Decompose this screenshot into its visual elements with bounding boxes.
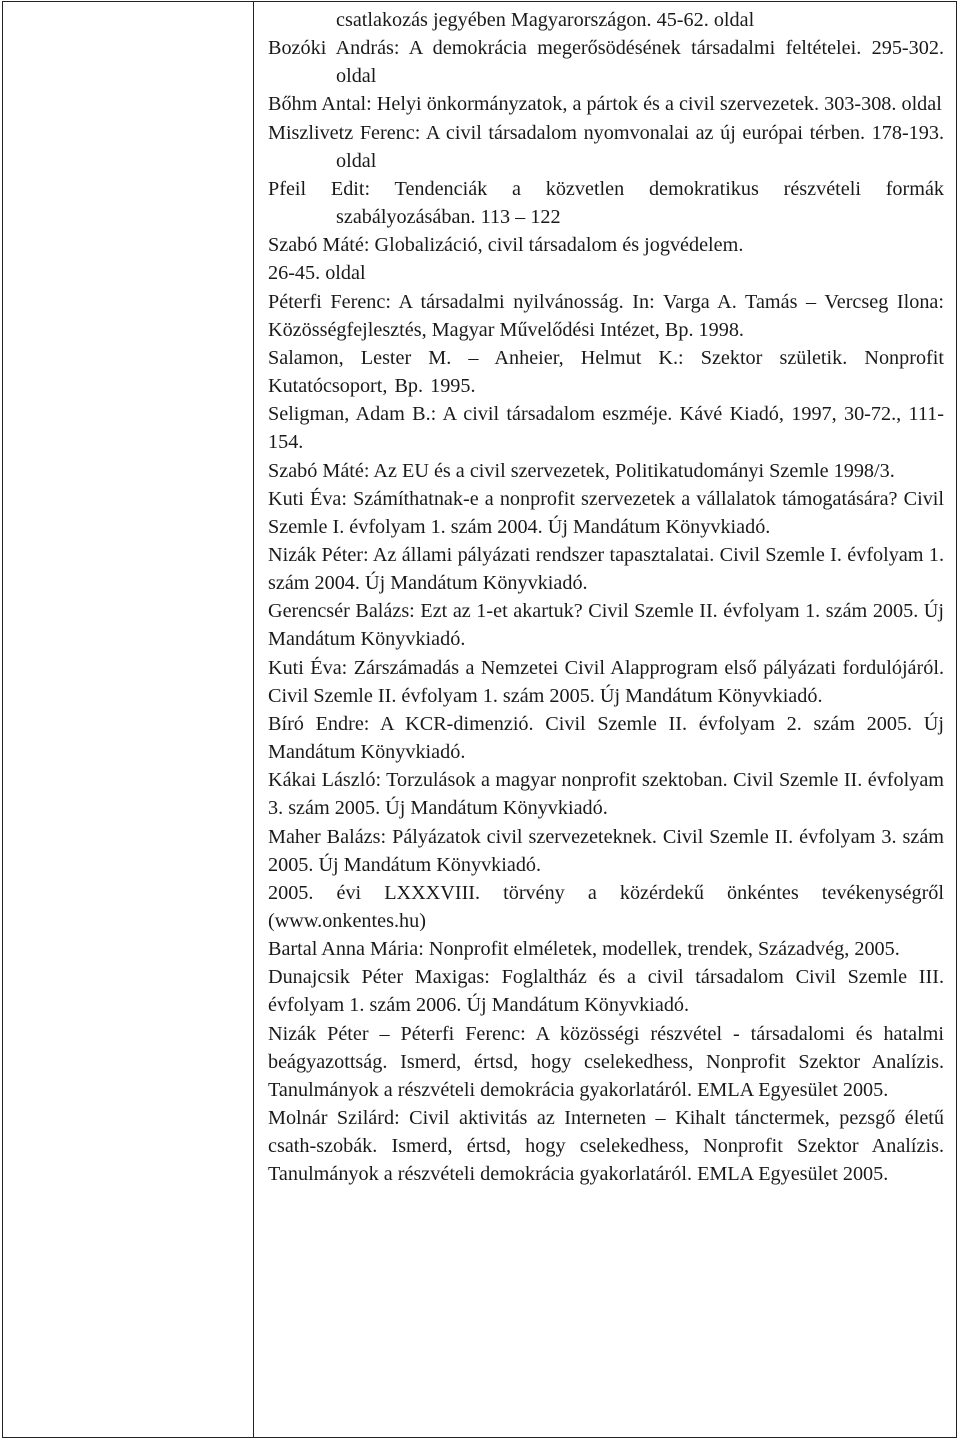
reference-item: Bozóki András: A demokrácia megerősödésének társadalmi feltételei. 295-302. oldal [268,37,944,88]
reference-item: Dunajcsik Péter Maxigas: Foglaltház és a civil társadalom Civil Szemle III. évfolyam 1. szám 2006. Új Mandátum Könyvkiadó. [268,966,944,1017]
table-column-divider [253,1,254,1438]
reference-item: Kuti Éva: Számíthatnak-e a nonprofit szervezetek a vállalatok támogatására? Civil Szemle I. évfolyam 1. szám 2004. Új Mandátum Könyvkiadó. [268,487,944,538]
reference-item: Bartal Anna Mária: Nonprofit elméletek, modellek, trendek, Századvég, 2005. [268,938,900,961]
reference-item: Molnár Szilárd: Civil aktivitás az Interneten – Kihalt tánctermek, pezsgő életű csath-szobák. Ismerd, értsd, hogy cselekedhess, Nonprofit Szektor Analízis. Tanulmányok a részvételi demokrácia gyakorlatáról. EMLA Egyesület 2005. [268,1107,944,1186]
reference-item: Kuti Éva: Zárszámadás a Nemzetei Civil Alapprogram első pályázati fordulójáról. Civil Szemle II. évfolyam 1. szám 2005. Új Mandátum Könyvkiadó. [268,656,944,707]
reference-item: Maher Balázs: Pályázatok civil szervezeteknek. Civil Szemle II. évfolyam 3. szám 2005. Új Mandátum Könyvkiadó. [268,825,944,876]
reference-item: Nizák Péter – Péterfi Ferenc: A közösségi részvétel - társadalomi és hatalmi beágyazottság. Ismerd, értsd, hogy cselekedhess, Nonprofit Szektor Analízis. Tanulmányok a részvételi demokrácia gyakorlatáról. EMLA Egyesület 2005. [268,1022,944,1101]
reference-item: Gerencsér Balázs: Ezt az 1-et akartuk? Civil Szemle II. évfolyam 1. szám 2005. Új Mandátum Könyvkiadó. [268,600,944,651]
reference-item: csatlakozás jegyében Magyarországon. 45-62. oldal [336,9,755,31]
reference-item: Salamon, Lester M. – Anheier, Helmut K.: Szektor születik. Nonprofit Kutatócsoport, Bp. 1995. [268,346,944,398]
reference-item: Bőhm Antal: Helyi önkormányzatok, a pártok és a civil szervezetek. 303-308. oldal [268,93,942,116]
reference-item: Bíró Endre: A KCR-dimenzió. Civil Szemle II. évfolyam 2. szám 2005. Új Mandátum Könyvkiadó. [268,712,944,764]
reference-item: 26-45. oldal [268,262,366,285]
reference-item: Kákai László: Torzulások a magyar nonprofit szektoban. Civil Szemle II. évfolyam 3. szám 2005. Új Mandátum Könyvkiadó. [268,769,944,820]
reference-item: Miszlivetz Ferenc: A civil társadalom nyomvonalai az új európai térben. 178-193. oldal [268,121,944,172]
reference-item: Nizák Péter: Az állami pályázati rendszer tapasztalatai. Civil Szemle I. évfolyam 1. szám 2004. Új Mandátum Könyvkiadó. [268,543,944,595]
reference-item: Péterfi Ferenc: A társadalmi nyilvánosság. In: Varga A. Tamás – Vercseg Ilona: Közösségfejlesztés, Magyar Művelődési Intézet, Bp. 1998. [268,290,944,341]
reference-item: Pfeil Edit: Tendenciák a közvetlen demokratikus részvételi formák szabályozásában. 113 – 122 [268,177,944,229]
reference-list [268,6,944,1189]
reference-item: Szabó Máté: Az EU és a civil szervezetek, Politikatudományi Szemle 1998/3. [268,459,895,482]
reference-item: 2005. évi LXXXVIII. törvény a közérdekű önkéntes tevékenységről (www.onkentes.hu) [268,881,944,932]
reference-item: Seligman, Adam B.: A civil társadalom eszméje. Kávé Kiadó, 1997, 30-72., 111-154. [268,403,944,454]
reference-item: Szabó Máté: Globalizáció, civil társadalom és jogvédelem. [268,234,744,257]
